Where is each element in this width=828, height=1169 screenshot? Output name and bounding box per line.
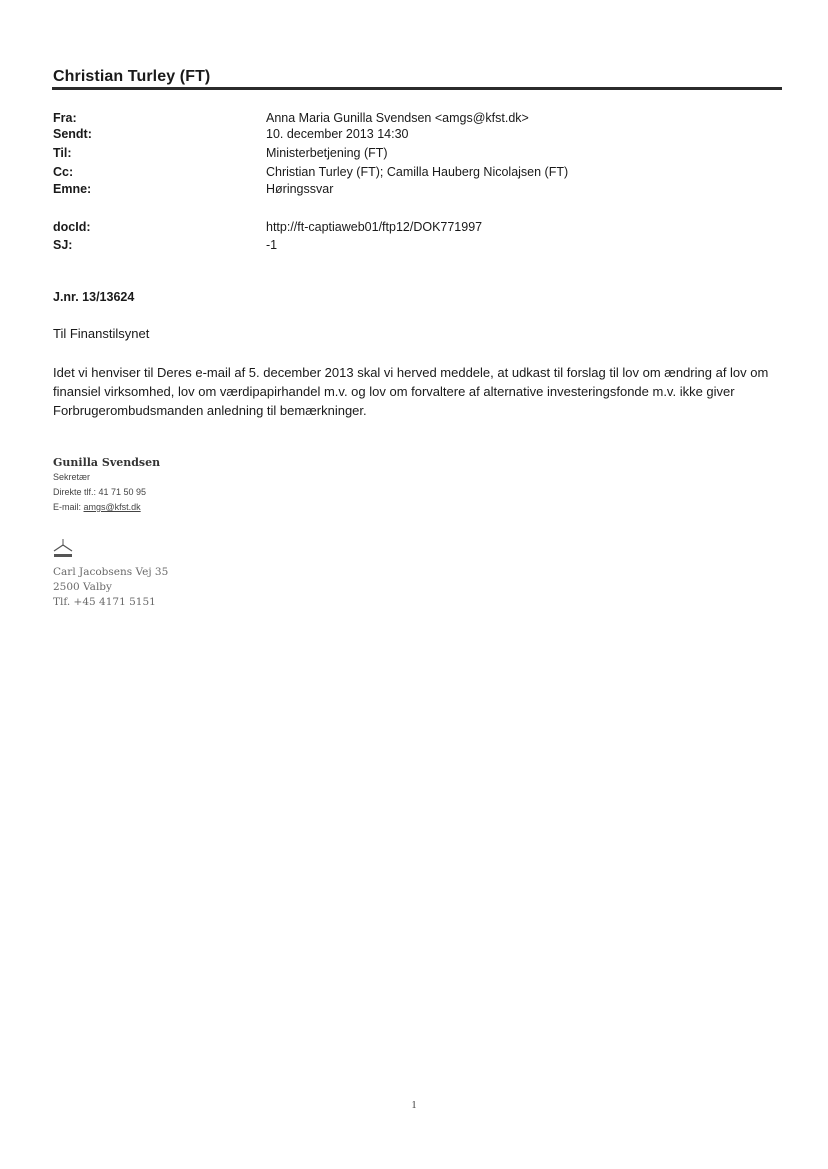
meta-label: Emne: — [53, 182, 92, 196]
meta-label: Sendt: — [53, 127, 92, 141]
meta-label: SJ: — [53, 238, 73, 252]
authority-logo-icon — [52, 537, 74, 559]
meta-value: http://ft-captiaweb01/ftp12/DOK771997 — [266, 220, 483, 234]
meta-value: 10. december 2013 14:30 — [266, 127, 409, 141]
meta-label: docId: — [53, 220, 91, 234]
journal-number: J.nr. 13/13624 — [53, 290, 135, 304]
signature-email-link[interactable]: amgs@kfst.dk — [83, 502, 141, 512]
header-rule — [52, 87, 782, 90]
signature-name: Gunilla Svendsen — [53, 456, 161, 469]
meta-row-sj — [53, 237, 773, 253]
meta-label: Cc: — [53, 165, 74, 179]
meta-row-sent — [53, 126, 773, 142]
greeting: Til Finanstilsynet — [53, 326, 150, 341]
meta-row-docid — [53, 219, 773, 235]
meta-value: Ministerbetjening (FT) — [266, 146, 388, 160]
meta-value: Høringssvar — [266, 182, 334, 196]
signature-phone: Direkte tlf.: 41 71 50 95 — [53, 487, 147, 497]
signature-email — [53, 502, 141, 512]
meta-value: Christian Turley (FT); Camilla Hauberg Nicolajsen (FT) — [266, 165, 569, 179]
meta-label: Fra: — [53, 111, 77, 125]
meta-row-from — [53, 110, 773, 126]
meta-value: Anna Maria Gunilla Svendsen <amgs@kfst.dk> — [266, 111, 529, 125]
meta-row-cc — [53, 164, 773, 180]
meta-label: Til: — [53, 146, 72, 160]
page-number: 1 — [411, 1100, 417, 1111]
address-city: 2500 Valby — [53, 581, 112, 593]
address-street: Carl Jacobsens Vej 35 — [53, 566, 169, 578]
letter-body: Idet vi henviser til Deres e-mail af 5. december 2013 skal vi herved meddele, at udkast til forslag til lov om ændring af lov om finansiel virksomhed, lov om værdipapirhandel m.v. og lov om forvaltere af alternative investeringsfonde m.v. ikke giver Forbrugerombudsmanden anledning til bemærkninger. — [53, 365, 769, 418]
header-name: Christian Turley (FT) — [53, 68, 211, 85]
meta-row-subject — [53, 181, 773, 197]
signature-title: Sekretær — [53, 472, 91, 482]
meta-row-to — [53, 145, 773, 161]
signature-email-label: E-mail: — [53, 502, 84, 512]
meta-value: -1 — [266, 238, 278, 252]
address-phone: Tlf. +45 4171 5151 — [53, 596, 156, 608]
